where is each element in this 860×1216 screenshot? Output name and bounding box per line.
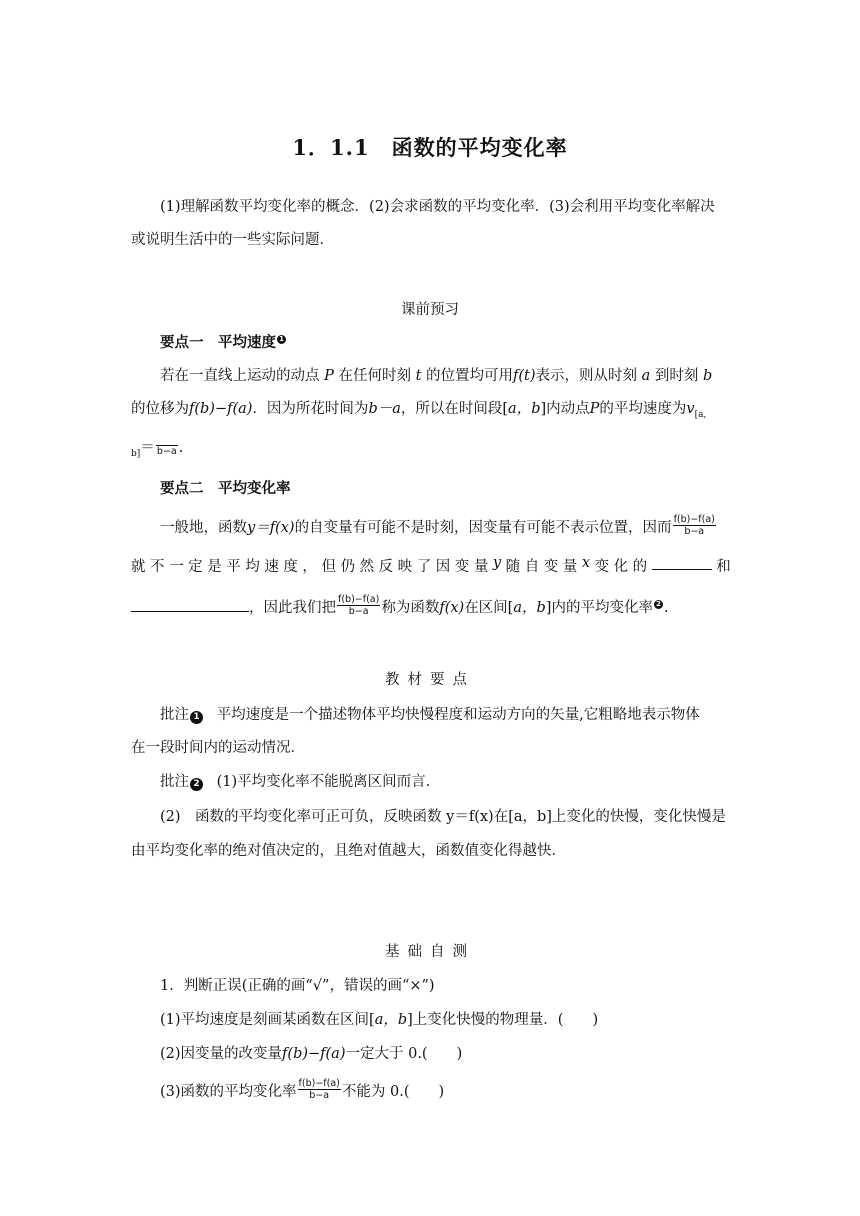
question-1-3[interactable]: (3)函数的平均变化率 $\frac{f(b)-f(a)}{b-a}$ 不能为 0.( )	[160, 1077, 445, 1101]
point1-heading	[160, 331, 731, 352]
velocity-fraction: b−a	[156, 434, 178, 457]
note1-line-1: 批注 1 平均速度是一个描述物体平均快慢程度和运动方向的矢量,它粗略地表示物体	[160, 707, 700, 723]
note2-line-3: 由平均变化率的绝对值决定的，且绝对值越大，函数值变化得越快．	[131, 843, 566, 859]
rate-fraction-2: $\frac{f(b)-f(a)}{b-a}$	[338, 593, 380, 617]
textbook-heading: 教材要点	[385, 672, 475, 688]
note2-line-1: 批注 2 (1)平均变化率不能脱离区间而言．	[160, 774, 441, 790]
page-title: 1．1.1 函数的平均变化率	[292, 135, 568, 160]
point1-label: 要点一 平均速度	[160, 334, 276, 351]
preview-heading: 课前预习	[401, 302, 459, 318]
point2-line-2: 就 不 一 定 是 平 均 速 度 ， 但 仍 然 反 映 了 因 变 量 y 随 自 变 量 x 变 化 的 和	[131, 555, 731, 575]
question-1: 1．判断正误(正确的画“√”，错误的画“×”)	[160, 978, 435, 994]
point2-heading: 要点二 平均变化率	[160, 480, 291, 497]
point2-line-1: 一般地，函数y＝f(x)的自变量有可能不是时刻，因变量有可能不表示位置，因而 $\frac{f(b)-f(a)}{b-a}$	[160, 513, 715, 537]
rate-fraction-3: $\frac{f(b)-f(a)}{b-a}$	[298, 1077, 340, 1101]
rate-fraction-1: $\frac{f(b)-f(a)}{b-a}$	[673, 513, 715, 537]
objectives-line-2: 或说明生活中的一些实际问题．	[131, 232, 334, 248]
note-1-icon: 1	[190, 711, 203, 724]
objectives-line-1: (1)理解函数平均变化率的概念．(2)会求函数的平均变化率．(3)会利用平均变化率解决	[160, 199, 715, 215]
point1-line-2: 的位移为f(b)−f(a)．因为所花时间为b－a，所以在时间段[a，b]内动点P的平均速度为$v_{[a,}$	[131, 401, 707, 420]
fill-blank-2[interactable]	[131, 597, 249, 612]
note-2-icon: 2	[190, 778, 203, 791]
note-mark-2-icon: 2	[654, 600, 663, 609]
note-mark-1-icon: 1	[277, 335, 286, 344]
question-1-2[interactable]: (2)因变量的改变量f(b)−f(a)一定大于 0.( )	[160, 1046, 463, 1062]
question-1-1[interactable]: (1)平均速度是刻画某函数在区间[a，b]上变化快慢的物理量．( )	[160, 1012, 599, 1028]
point2-line-3: ，因此我们把 $\frac{f(b)-f(a)}{b-a}$ 称为函数f(x)在区间[a，b]内的平均变化率 2 .	[131, 596, 731, 620]
fill-blank-1[interactable]	[652, 555, 712, 570]
note1-line-2: 在一段时间内的运动情况．	[131, 740, 305, 756]
point1-line-3: $_{b]}$＝ b−a .	[131, 436, 731, 460]
note2-line-2: (2) 函数的平均变化率可正可负，反映函数 y＝f(x)在[a，b]上变化的快慢，变化快慢是	[160, 809, 726, 825]
selftest-heading: 基础自测	[385, 944, 475, 960]
point1-line-1: 若在一直线上运动的动点 P 在任何时刻 t 的位置均可用f(t)表示，则从时刻 a 到时刻 b	[160, 368, 713, 384]
